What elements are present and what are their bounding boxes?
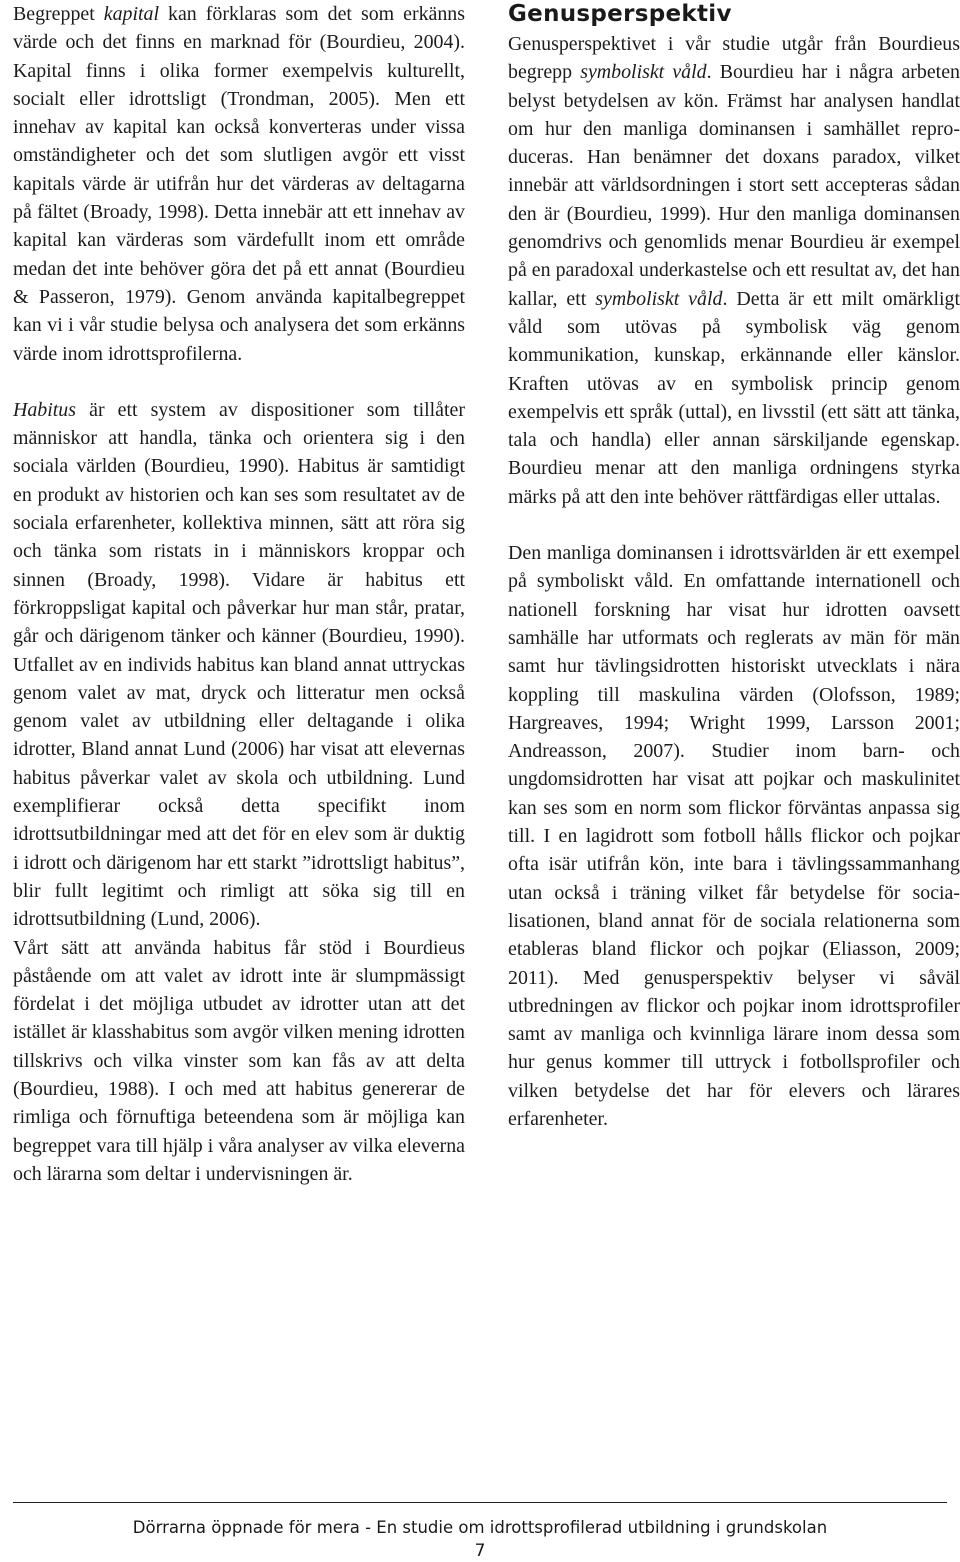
italic-term-symboliskt-vald: symboliskt våld xyxy=(580,61,707,84)
italic-term-habitus: Habitus xyxy=(13,398,76,421)
paragraph-manliga-dominansen: Den manliga dominansen i idrottsvärlden är ett exempel på symboliskt våld. En omfattande internationell och nationell forskning har visat hur idrotten oavsett samhälle har utformats och reglerats av män för män samt hur tävlingsidrotten historiskt utvecklats i nära koppling till maskulina värden (Olofsson, 1989; Hargreaves, 1994; Wright 1999, Larsson 2001; Andreasson, 2007). Studier inom barn- och ungdomsidrotten har visat att pojkar och maskulinitet kan ses som en norm som flickor förväntas anpassa sig till. I en lagidrott som fotboll hålls flickor och pojkar ofta isär utifrån kön, inte bara i tävlingssammanhang utan också i träning vilket får betydelse för socialisationen, bland annat för de sociala relationerna som etableras bland flickor och pojkar (Eliasson, 2009; 2011). Med genusperspektiv belyser vi såväl utbredningen av flickor och pojkar inom idrottsprofiler samt av manliga och kvinnliga lärare inom dessa som hur genus kommer till uttryck i fotbollsprofiler och vilken betydelse det har för elevers och lärares erfarenheter. xyxy=(508,542,960,1130)
section-heading-genusperspektiv: Genusperspektiv xyxy=(508,1,732,27)
paragraph-kapital: Begreppet kapital kan förklaras som det som erkänns värde och det finns en marknad för (Bourdieu, 2004). Kapital finns i olika former exempelvis kulturellt, socialt eller idrottsligt (Trondman, 2005). Men ett innehav av kapital kan också konverteras under vissa omständigheter och det som slutligen avgör ett visst kapitals värde är utifrån hur det värderas av deltagarna på fältet (Broady, 1998). Detta innebär att ett innehav av kapital kan värderas som värdefullt inom ett område medan det inte behöver göra det på ett annat (Bourdieu & Passeron, 1979). Genom använda kapitalbegreppet kan vi i vår studie belysa och analysera det som erkänns värde inom idrottsprofilerna. xyxy=(13,3,465,365)
paragraph-kapital-text: kan förklaras som det som erkänns värde och det finns en marknad för (Bourdieu, 2004). Kapital finns i olika former exempelvis kulturellt, socialt eller idrottsligt (Trondman, 2005). Men ett innehav av kapital kan också konverteras under vissa omständigheter och det som slutligen avgör ett visst kapitals värde är utifrån hur det värderas av deltagarna på fältet (Broady, 1998). Detta innebär att ett innehav av kapital kan värderas som värdefullt inom ett område medan det inte behöver göra det på ett annat (Bourdieu & Passeron, 1979). Genom använda kapitalbegreppet kan vi i vår studie belysa och analysera det som erkänns värde inom idrottsprofilerna. xyxy=(13,3,465,365)
footer-document-title: Dörrarna öppnade för mera - En studie om idrottsprofilerad utbildning i grundskolan xyxy=(132,1518,828,1537)
right-column xyxy=(508,0,960,1133)
paragraph-genus-text-a: Genusperspektivet i vår studie utgår från Bourdieus begrepp xyxy=(508,33,960,84)
paragraph-genus-text-b: . Bourdieu har i några arbeten belyst betydelsen av kön. Främst har analysen handlat om hur den manliga dominansen i samhället reproduceras. Han benämner det doxans paradox, vilket innebär att världsordningen i stort sett accepteras sådan den är (Bourdieu, 1999). Hur den manliga dominansen genomdrivs och genomlids menar Bourdieu är exempel på en paradoxal underkastelse och ett resultat av, det han kallar, ett xyxy=(508,61,960,310)
paragraph-genus-text-c: . Detta är ett milt omärkligt våld som utövas på symbolisk väg genom kommunikation, kunskap, erkännande eller känslor. Kraften utövas av en symbolisk princip genom exempelvis ett språk (uttal), en livsstil (ett sätt att tänka, tala och handla) eller annan särskiljande egenskap. Bourdieu menar att den manliga ordningens styrka märks på att den inte behöver rättfärdigas eller uttalas. xyxy=(508,287,960,508)
paragraph-habitus-text: är ett system av dispositioner som tillåter människor att handla, tänka och orientera sig i den sociala världen (Bourdieu, 1990). Habitus är samtidigt en produkt av historien och kan ses som resultatet av de sociala erfarenheter, kollektiva minnen, sätt att röra sig och tänka som ristats in i människors kroppar och sinnen (Broady, 1998). Vidare är habitus ett förkroppsligat kapital och påverkar hur man står, pratar, går och därigenom tänker och känner (Bourdieu, 1990). Utfallet av en individs habitus kan bland annat uttryckas genom valet av mat, dryck och litteratur men också genom valet av utbildning eller deltagande i olika idrotter, Bland annat Lund (2006) har visat att elevernas habitus påverkar valet av skola och utbildning. Lund exemplifierar också detta specifikt inom idrottsutbildningar med att det för en elev som är duktig i idrott och därigenom har ett starkt ”idrottsligt habitus”, blir fullt legitimt och rimligt att söka sig till en idrottsutbildning (Lund, 2006). xyxy=(13,398,465,931)
left-column xyxy=(13,0,465,1188)
page-number: 7 xyxy=(474,1541,486,1561)
italic-term-symboliskt-vald-2: symboliskt våld xyxy=(595,287,723,310)
footer-divider xyxy=(13,1502,947,1503)
italic-term-kapital: kapital xyxy=(103,3,160,25)
paragraph-habitus-support: Vårt sätt att använda habitus får stöd i Bourdieus påstående om att valet av idrott inte är slumpmässigt fördelat i det möjliga utbudet av idrotter utan att det istället är klasshabitus som avgör vilken mening idrotten tillskrivs och vilka vinster som kan fås av att delta (Bourdieu, 1988). I och med att habitus genererar de rimliga och förnuftiga beteendena som är möjliga kan begreppet vara till hjälp i våra analyser av vilka eleverna och lärarna som deltar i undervisningen är. xyxy=(13,936,465,1185)
paragraph-habitus xyxy=(13,396,465,934)
paragraph-genus xyxy=(508,30,960,511)
